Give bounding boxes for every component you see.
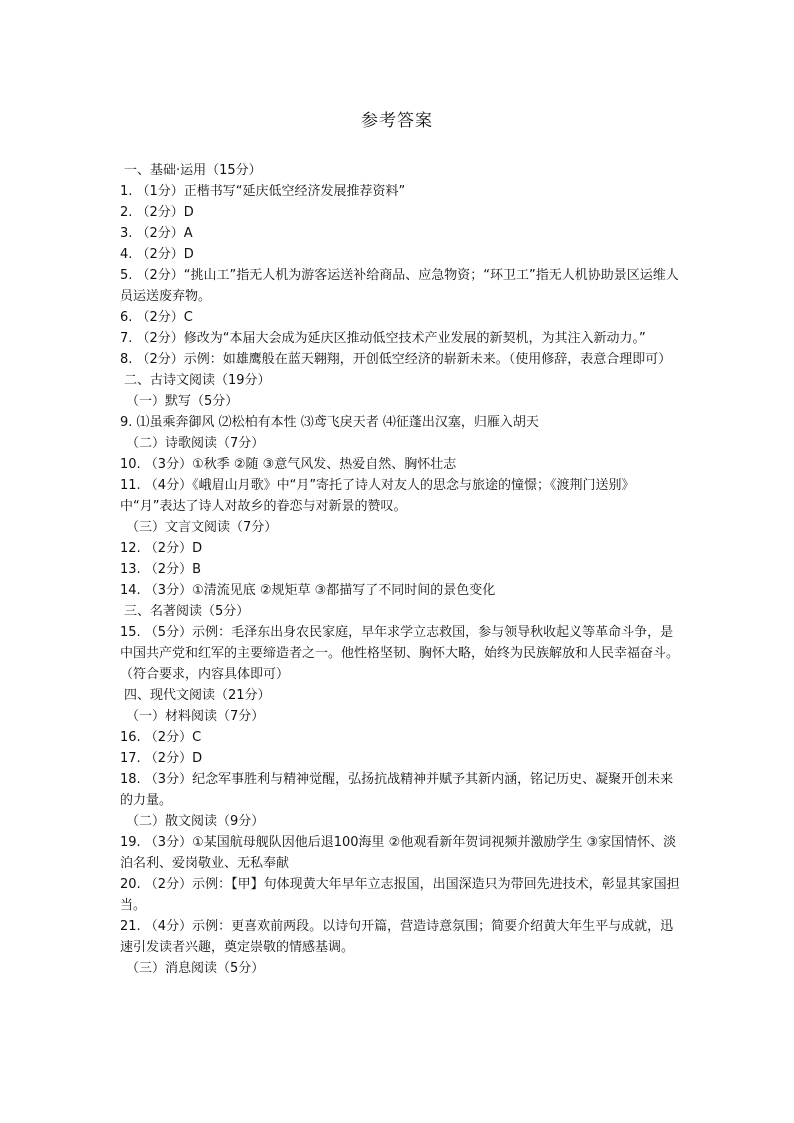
section-heading: 二、古诗文阅读（19分） (124, 373, 271, 388)
subsection-heading: （三）消息阅读（5分） (126, 961, 265, 976)
answer-line: 2. （2分）D (120, 205, 194, 220)
answer-line: 17. （2分）D (120, 751, 203, 766)
subsection-heading: （一）材料阅读（7分） (126, 709, 265, 724)
subsection-heading: （一）默写（5分） (126, 394, 239, 409)
answer-line: 18. （3分）纪念军事胜利与精神觉醒，弘扬抗战精神并赋予其新内涵，铭记历史、凝聚开创未来的力量。 (120, 772, 674, 808)
section-heading: 一、基础·运用（15分） (124, 163, 262, 178)
answer-line: 4. （2分）D (120, 247, 194, 262)
subsection-heading: （二）诗歌阅读（7分） (126, 436, 265, 451)
page-title: 参考答案 (361, 111, 433, 131)
answer-line: 8. （2分）示例：如雄鹰般在蓝天翱翔，开创低空经济的崭新未来。（使用修辞，表意合理即可） (120, 352, 672, 367)
answer-line: 5. （2分）“挑山工”指无人机为游客运送补给商品、应急物资；“环卫工”指无人机协助景区运维人员运送废弃物。 (120, 268, 679, 304)
answer-list (120, 160, 680, 979)
answer-line: 7. （2分）修改为“本届大会成为延庆区推动低空技术产业发展的新契机，为其注入新动力。” (120, 331, 646, 346)
section-heading: 三、名著阅读（5分） (124, 604, 250, 619)
answer-line: 19. （3分）①某国航母舰队因他后退100海里 ②他观看新年贺词视频并激励学生 ③家国情怀、淡泊名利、爱岗敬业、无私奉献 (120, 835, 677, 871)
answer-line: 21. （4分）示例：更喜欢前两段。以诗句开篇，营造诗意氛围；简要介绍黄大年生平与成就，迅速引发读者兴趣，奠定崇敬的情感基调。 (120, 919, 674, 955)
subsection-heading: （三）文言文阅读（7分） (126, 520, 278, 535)
answer-line: 6. （2分）C (120, 310, 193, 325)
subsection-heading: （二）散文阅读（9分） (126, 814, 265, 829)
answer-line: 1. （1分）正楷书写“延庆低空经济发展推荐资料” (120, 184, 406, 199)
answer-line: 20. （2分）示例：【甲】句体现黄大年早年立志报国，出国深造只为带回先进技术，彰显其家国担当。 (120, 877, 680, 913)
answer-line: 11. （4分）《峨眉山月歌》中“月”寄托了诗人对友人的思念与旅途的憧憬；《渡荆门送别》中“月”表达了诗人对故乡的眷恋与对新景的赞叹。 (120, 478, 635, 514)
answer-line: 13. （2分）B (120, 562, 201, 577)
answer-line: 12. （2分）D (120, 541, 203, 556)
answer-line: 9. ⑴虽乘奔御风 ⑵松柏有本性 ⑶鸢飞戾天者 ⑷征蓬出汉塞，归雁入胡天 (120, 415, 539, 430)
answer-line: 16. （2分）C (120, 730, 202, 745)
answer-line: 15. （5分）示例：毛泽东出身农民家庭，早年求学立志救国，参与领导秋收起义等革命斗争，是中国共产党和红军的主要缔造者之一。他性格坚韧、胸怀大略，始终为民族解放和人民幸福奋斗。（符合要求，内容具体即可） (120, 625, 680, 682)
answer-line: 14. （3分）①清流见底 ②规矩草 ③都描写了不同时间的景色变化 (120, 583, 496, 598)
section-heading: 四、现代文阅读（21分） (124, 688, 271, 703)
answer-line: 3. （2分）A (120, 226, 193, 241)
answer-line: 10. （3分）①秋季 ②随 ③意气风发、热爱自然、胸怀壮志 (120, 457, 457, 472)
